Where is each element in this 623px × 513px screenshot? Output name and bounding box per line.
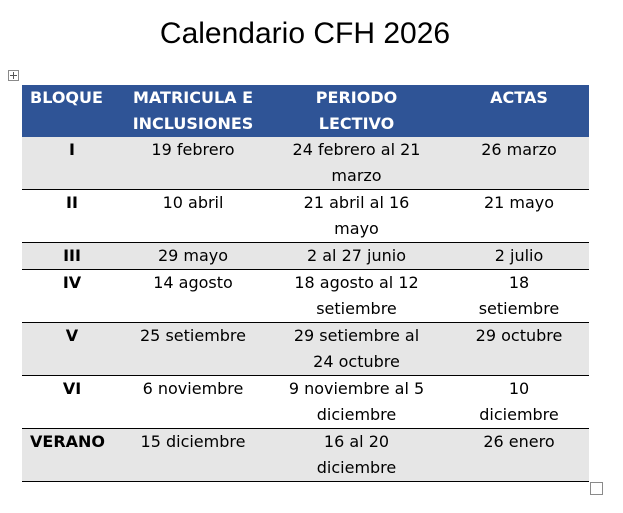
- cell-periodo-line2: diciembre: [316, 405, 397, 424]
- cell-actas-line1: 21 mayo: [483, 193, 555, 212]
- cell-periodo-line2: setiembre: [316, 299, 397, 318]
- cell-periodo-line2: marzo: [331, 166, 382, 185]
- cell-actas-line1: 26 enero: [483, 432, 555, 451]
- cell-periodo-line1: 9 noviembre al 5: [288, 379, 425, 398]
- cell-periodo-line1: 21 abril al 16: [303, 193, 410, 212]
- cell-matricula: 29 mayo: [122, 243, 264, 270]
- table-move-handle-icon[interactable]: [8, 70, 19, 81]
- cell-matricula: 19 febrero: [122, 137, 264, 190]
- cell-actas: [449, 429, 589, 482]
- table-row: [22, 243, 589, 270]
- header-matricula-line1: MATRICULA E: [132, 88, 254, 107]
- cell-periodo: [264, 270, 449, 323]
- cell-actas: [449, 243, 589, 270]
- cell-actas: [449, 137, 589, 190]
- header-periodo-line1: PERIODO: [315, 88, 398, 107]
- cell-bloque: I: [22, 137, 122, 190]
- cell-periodo-line1: 16 al 20: [323, 432, 390, 451]
- cell-actas: [449, 270, 589, 323]
- header-matricula-line2: INCLUSIONES: [132, 114, 254, 133]
- table-row: [22, 323, 589, 376]
- cell-actas-line1: 2 julio: [494, 246, 544, 265]
- cell-actas: [449, 376, 589, 429]
- header-actas: [449, 85, 589, 137]
- header-bloque: [22, 85, 122, 137]
- cell-periodo-line2: mayo: [334, 219, 379, 238]
- header-matricula: [122, 85, 264, 137]
- cell-actas-line1: 26 marzo: [481, 140, 557, 159]
- cell-bloque: III: [22, 243, 122, 270]
- cell-periodo: [264, 429, 449, 482]
- cell-bloque: VERANO: [22, 429, 122, 482]
- document-title: Calendario CFH 2026: [159, 17, 451, 50]
- cell-matricula: 10 abril: [122, 190, 264, 243]
- cell-bloque: II: [22, 190, 122, 243]
- cell-periodo-line1: 18 agosto al 12: [294, 273, 419, 292]
- table-header-row: [22, 85, 589, 137]
- table-row: [22, 429, 589, 482]
- cell-actas: [449, 323, 589, 376]
- cell-periodo: [264, 323, 449, 376]
- cell-actas-line2: setiembre: [478, 299, 560, 318]
- cell-actas-line1: 18: [508, 273, 530, 292]
- header-periodo: [264, 85, 449, 137]
- cell-actas-line1: 10: [508, 379, 530, 398]
- cell-periodo-line1: 24 febrero al 21: [292, 140, 421, 159]
- table-row: [22, 190, 589, 243]
- cell-actas-line2: diciembre: [479, 405, 559, 424]
- cell-matricula: 25 setiembre: [122, 323, 264, 376]
- calendar-table: [22, 85, 589, 482]
- cell-actas: [449, 190, 589, 243]
- cell-bloque: V: [22, 323, 122, 376]
- cell-periodo-line1: 29 setiembre al: [293, 326, 420, 345]
- cell-periodo: [264, 376, 449, 429]
- cell-periodo: [264, 190, 449, 243]
- cell-periodo: [264, 243, 449, 270]
- cell-periodo: [264, 137, 449, 190]
- table-resize-handle-icon[interactable]: [590, 482, 603, 495]
- table-row: [22, 270, 589, 323]
- header-actas-label: ACTAS: [490, 88, 548, 107]
- header-periodo-line2: LECTIVO: [318, 114, 395, 133]
- cell-actas-line1: 29 octubre: [475, 326, 563, 345]
- table-row: [22, 376, 589, 429]
- cell-matricula: 14 agosto: [122, 270, 264, 323]
- cell-bloque: VI: [22, 376, 122, 429]
- cell-periodo-line1: 2 al 27 junio: [306, 246, 406, 265]
- cell-matricula: 6 noviembre: [122, 376, 264, 429]
- cell-periodo-line2: 24 octubre: [313, 352, 400, 371]
- table-row: [22, 137, 589, 190]
- cell-bloque: IV: [22, 270, 122, 323]
- cell-periodo-line2: diciembre: [316, 458, 397, 477]
- cell-matricula: 15 diciembre: [122, 429, 264, 482]
- header-bloque-label: BLOQUE: [30, 88, 103, 107]
